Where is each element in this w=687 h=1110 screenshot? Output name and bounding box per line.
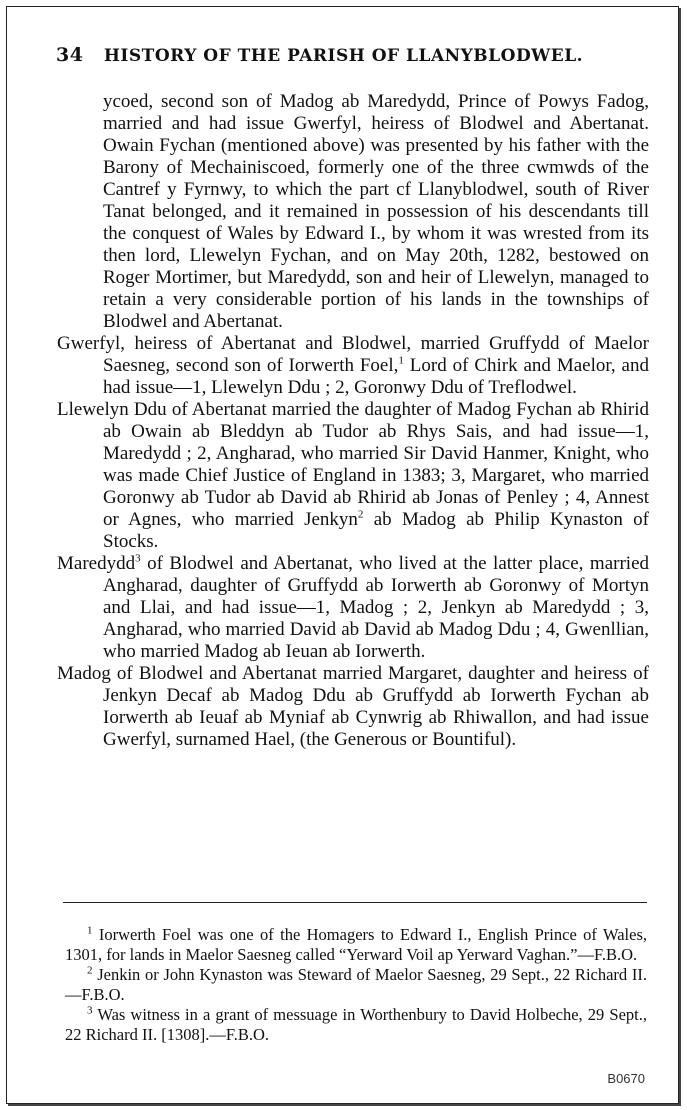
running-title: HISTORY OF THE PARISH OF LLANYBLODWEL. — [103, 46, 584, 66]
paragraph-llewelyn — [57, 399, 649, 553]
page-header — [56, 44, 656, 66]
paragraph-continued: ycoed, second son of Madog ab Maredydd, Prince of Powys Fadog, married and had issue Gwerfyl, heiress of Blodwel and Abertanat. Owain Fychan (mentioned above) was presented by his father with the Barony of Mechainiscoed, formerly one of the three cwmwds of the Cantref y Fyrnwy, to which the part cf Llanyblodwel, south of River Tanat belonged, and it remained in possession of his descendants till the conquest of Wales by Edward I., by whom it was wrested from its then lord, Llewelyn Fychan, and on May 20th, 1282, bestowed on Roger Mortimer, but Maredydd, son and heir of Llewelyn, managed to retain a very considerable portion of his lands in the townships of Blodwel and Abertanat. — [103, 91, 649, 332]
paragraph-gwerfyl — [57, 333, 649, 399]
paragraph-text: Gwerfyl, heiress of Abertanat and Blodwel, married Gruffydd of Maelor Saesneg, second son of Iorwerth Foel, — [57, 333, 649, 376]
paragraph-maredydd — [57, 553, 649, 663]
main-text — [57, 91, 649, 751]
footnote-1 — [65, 925, 647, 965]
footnote-ref: 2 — [357, 508, 364, 521]
footnote-3 — [65, 1005, 647, 1045]
footnote-marker: 2 — [87, 964, 93, 977]
footnote-text: Jenkin or John Kynaston was Steward of Maelor Saesneg, 29 Sept., 22 Richard II.—F.B.O. — [65, 965, 647, 1004]
paragraph-madog: Madog of Blodwel and Abertanat married Margaret, daughter and heiress of Jenkyn Decaf ab Madog Ddu ab Gruffydd ab Iorwerth Fychan ab Iorwerth ab Ieuaf ab Myniaf ab Cynwrig ab Rhiwallon, and had issue Gwerfyl, surnamed Hael, (the Generous or Bountiful). — [57, 663, 649, 750]
paragraph-text: ab Madog ab Philip Kynaston of Stocks. — [103, 509, 649, 552]
paragraph-text: Llewelyn Ddu of Abertanat married the daughter of Madog Fychan ab Rhirid ab Owain ab Bleddyn ab Tudor ab Rhys Sais, and had issue—1, Maredydd ; 2, Angharad, who married Sir David Hanmer, Knight, who was made Chief Justice of England in 1383; 3, Margaret, who married Goronwy ab Tudor ab David ab Rhirid ab Jonas of Penley ; 4, Annest or Agnes, who married Jenkyn — [57, 399, 649, 530]
footnotes — [65, 925, 647, 1045]
footnote-text: Was witness in a grant of messuage in Worthenbury to David Holbeche, 29 Sept., 22 Richard II. [1308].—F.B.O. — [65, 1005, 647, 1044]
paragraph-text: Lord of Chirk and Maelor, and had issue—1, Llewelyn Ddu ; 2, Goronwy Ddu of Treflodwel. — [103, 355, 649, 398]
footnote-text: Iorwerth Foel was one of the Homagers to Edward I., English Prince of Wales, 1301, for lands in Maelor Saesneg called “Yerward Voil ap Yerward Vaghan.”—F.B.O. — [65, 925, 647, 964]
paragraph-text: Maredydd — [57, 553, 136, 574]
paragraph-text: of Blodwel and Abertanat, who lived at the latter place, married Angharad, daughter of Gruffydd ab Iorwerth ab Goronwy of Mortyn and Llai, and had issue—1, Madog ; 2, Jenkyn ab Maredydd ; 3, Angharad, who married David ab David ab Madog Ddu ; 4, Gwenllian, who married Madog ab Ieuan ab Iorwerth. — [103, 553, 649, 662]
page-number: 34 — [56, 44, 84, 66]
footnote-ref: 1 — [398, 354, 404, 367]
footnote-marker: 3 — [87, 1004, 93, 1017]
reference-code: B0670 — [607, 1071, 645, 1086]
footnote-2 — [65, 965, 647, 1005]
footnote-marker: 1 — [87, 924, 93, 937]
footnote-ref: 3 — [135, 552, 141, 565]
footnote-divider — [63, 902, 647, 903]
